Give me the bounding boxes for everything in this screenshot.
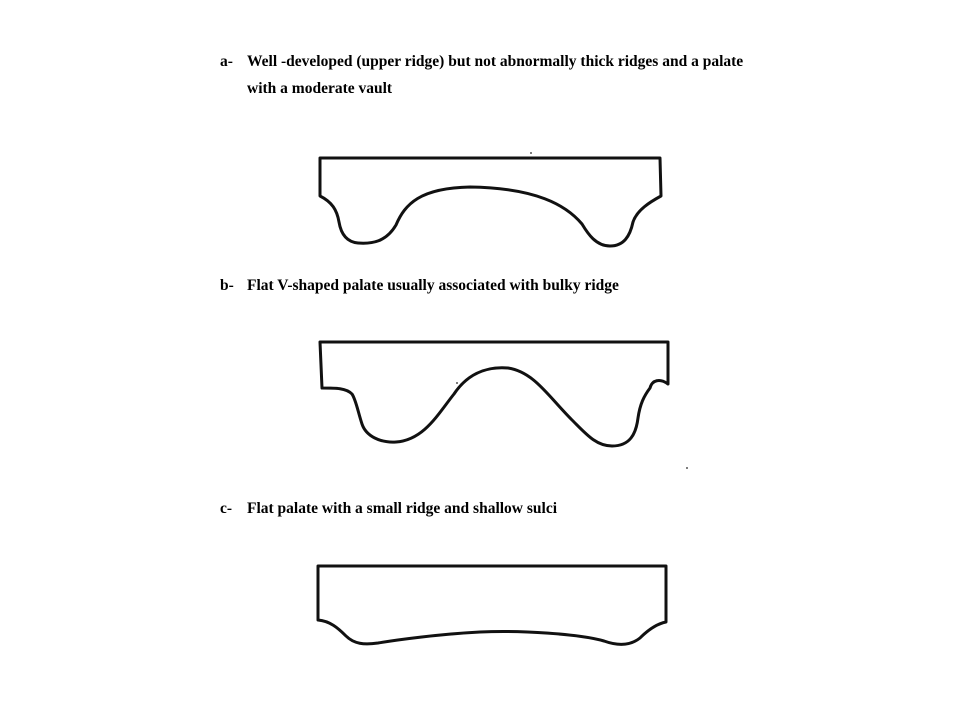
caption-a-marker: a- [220, 53, 233, 70]
caption-a-line-1: Well -developed (upper ridge) but not abnormally thick ridges and a palate [247, 53, 744, 70]
caption-c-line-1: Flat palate with a small ridge and shallow sulci [247, 500, 558, 517]
palate-outline-c [318, 566, 666, 644]
caption-b-marker: b- [220, 277, 234, 294]
caption-b-line-1: Flat V-shaped palate usually associated with bulky ridge [247, 277, 619, 294]
caption-a-line-2: with a moderate vault [247, 80, 393, 97]
caption-c-marker: c- [220, 500, 233, 517]
